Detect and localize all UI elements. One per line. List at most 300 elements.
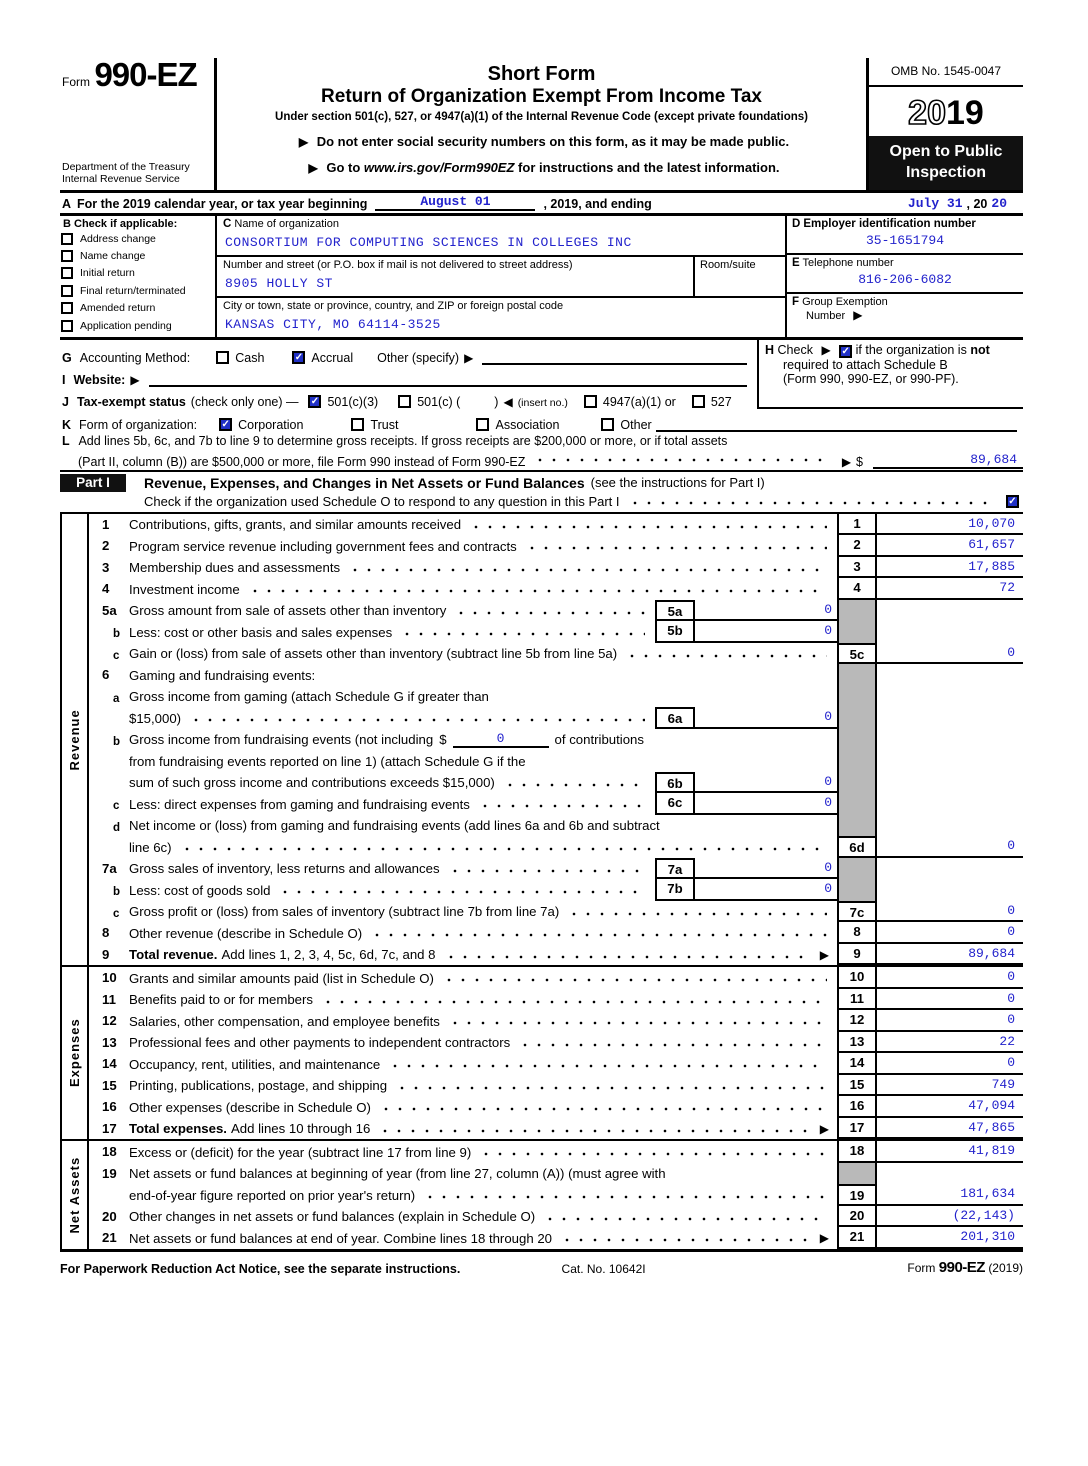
city-cell: [217, 298, 785, 337]
form-number: 990-EZ: [94, 56, 197, 93]
check-icon: ✓: [310, 395, 320, 407]
h-check-word: Check: [777, 342, 813, 357]
leader: [423, 1184, 827, 1206]
form-of-org-heading: Form of organization:: [79, 417, 198, 432]
label: Program service revenue including government fees and contracts: [129, 538, 517, 554]
block-d-label: D: [792, 217, 801, 230]
row-15: [89, 1075, 1023, 1097]
label: Less: cost or other basis and sales expenses: [129, 624, 393, 640]
line-g-label: G: [62, 350, 72, 365]
department-lines: [62, 161, 210, 188]
initial-return-checkbox[interactable]: [61, 267, 73, 279]
block-b-checkboxes: [60, 216, 217, 337]
codebox: 18: [837, 1141, 877, 1163]
shaded-cell: [837, 793, 877, 815]
row-1: [89, 514, 1023, 536]
leader: [278, 879, 645, 901]
net-assets-side-label: Net Assets: [62, 1141, 89, 1249]
num: 2: [102, 538, 110, 554]
leader: [478, 793, 645, 815]
other-specify-label: Other (specify): [377, 350, 460, 365]
num: 3: [102, 559, 110, 575]
num: a: [113, 692, 120, 705]
label: Membership dues and assessments: [129, 560, 341, 576]
footer-form-word: Form: [907, 1260, 936, 1275]
row-5b: [89, 621, 1023, 643]
amount[interactable]: 47,865: [877, 1118, 1023, 1140]
amount[interactable]: 749: [877, 1075, 1023, 1097]
checkbox-row-address-change: [60, 230, 215, 247]
shaded-cell: [837, 707, 877, 729]
amount[interactable]: 22: [877, 1032, 1023, 1054]
num: 8: [102, 925, 110, 941]
num: 1: [102, 516, 110, 532]
codebox: 20: [837, 1206, 877, 1228]
codebox: 16: [837, 1096, 877, 1118]
amount[interactable]: 0: [877, 989, 1023, 1011]
amount-empty: [877, 793, 1023, 815]
ein-heading: Employer identification number: [803, 217, 976, 230]
checkbox-row-initial-return: [60, 265, 215, 282]
label: end-of-year figure reported on prior year's return): [129, 1187, 416, 1203]
final-return-checkbox[interactable]: [61, 285, 73, 297]
codebox: 14: [837, 1053, 877, 1075]
amount[interactable]: 0: [877, 1053, 1023, 1075]
group-exemption-cell: [787, 294, 1023, 324]
num: d: [113, 821, 121, 834]
num: c: [113, 800, 120, 813]
label: Gain or (loss) from sale of assets other than inventory (subtract line 5b from line 5a): [129, 646, 618, 662]
row-2: [89, 535, 1023, 557]
city-input[interactable]: KANSAS CITY, MO 64114-3525: [225, 316, 441, 332]
amount[interactable]: 181,634: [877, 1184, 1023, 1206]
row-6c: [89, 793, 1023, 815]
part1-table: [60, 512, 1023, 1252]
row-6a-line1: [89, 686, 1023, 708]
row-8: [89, 922, 1023, 944]
note-goto-pre: Go to: [326, 160, 361, 175]
contrib-amount-input[interactable]: 0: [453, 731, 549, 748]
label: Less: cost of goods sold: [129, 882, 271, 898]
num: 14: [102, 1056, 117, 1072]
status-4947-checkbox[interactable]: [584, 395, 597, 408]
line-l-text1-row: [60, 432, 1023, 448]
status-4947-label: 4947(a)(1) or: [602, 394, 676, 409]
row-6b-line2: [89, 750, 1023, 772]
row-7b: [89, 879, 1023, 901]
org-name-heading: [223, 218, 779, 230]
note-goto-post: for instructions and the latest information.: [518, 160, 780, 175]
label: Salaries, other compensation, and employee benefits: [129, 1013, 440, 1029]
amount[interactable]: 0: [877, 922, 1023, 944]
arrow-right-icon: ▶: [819, 1231, 829, 1246]
expenses-section: [62, 965, 1023, 1139]
leader: [567, 901, 827, 923]
checkbox-row-application-pending: [60, 317, 215, 334]
num: 17: [102, 1120, 117, 1136]
num: 5a: [102, 602, 117, 618]
amount[interactable]: 0: [695, 772, 837, 794]
amount[interactable]: 0: [877, 967, 1023, 989]
form-word: Form: [62, 75, 90, 89]
label: Gaming and fundraising events:: [129, 667, 316, 683]
amount[interactable]: 72: [877, 578, 1023, 600]
form-number-block: [60, 58, 217, 190]
part1-title-note: (see the instructions for Part I): [590, 475, 765, 491]
line-i-label: I: [62, 372, 66, 387]
arrow-right-icon: ▶: [853, 307, 863, 322]
row-19-line1: [89, 1163, 1023, 1185]
cash-checkbox[interactable]: [216, 351, 229, 364]
label: Benefits paid to or for members: [129, 992, 313, 1008]
association-checkbox[interactable]: [476, 418, 489, 431]
part1-tag: Part I: [60, 474, 126, 492]
label-post: of contributions: [554, 732, 644, 748]
footer-form-number: 990-EZ: [938, 1258, 985, 1276]
num: [89, 707, 129, 729]
name-change-label: Name change: [80, 250, 146, 263]
codebox: 5b: [655, 621, 695, 643]
num: [89, 836, 129, 858]
amount[interactable]: 47,094: [877, 1096, 1023, 1118]
application-pending-label: Application pending: [80, 319, 172, 332]
block-c-organization: [217, 216, 785, 337]
row-9-total-revenue: [89, 944, 1023, 966]
org-name-input[interactable]: CONSORTIUM FOR COMPUTING SCIENCES IN COLLEGES INC: [225, 234, 632, 250]
phone-input[interactable]: 816-206-6082: [858, 271, 952, 287]
revenue-rows: [89, 514, 1023, 966]
row-20: [89, 1206, 1023, 1228]
arrow-right-icon: ▶: [821, 342, 831, 357]
amount[interactable]: 0: [695, 879, 837, 901]
dollar-sign: $: [439, 732, 447, 748]
row-10: [89, 967, 1023, 989]
block-g-to-l: [60, 340, 1023, 472]
label: Gross profit or (loss) from sales of inventory (subtract line 7b from line 7a): [129, 904, 560, 920]
status-527-checkbox[interactable]: [692, 395, 705, 408]
website-input[interactable]: [149, 371, 747, 387]
leader: [444, 944, 808, 966]
note-ssn-text: Do not enter social security numbers on this form, as it may be made public.: [316, 134, 790, 149]
status-501c3-label: 501(c)(3): [327, 394, 379, 409]
line-l-text1: Add lines 5b, 6c, and 7b to line 9 to determine gross receipts. If gross receipts are $200,000 or more, or if total assets: [78, 433, 728, 448]
year-outline: 20: [908, 94, 946, 132]
address-change-label: Address change: [80, 232, 156, 245]
num: c: [113, 649, 120, 662]
row-6d-line2: [89, 836, 1023, 858]
arrow-right-icon: ▶: [819, 947, 829, 962]
arrow-right-icon: ▶: [841, 454, 852, 469]
line-j-tax-exempt-status: [62, 387, 751, 409]
group-exemption-number-label: Number: [806, 309, 846, 322]
label: Add lines 1, 2, 3, 4, 5c, 6d, 7c, and 8: [221, 947, 436, 963]
corporation-label: Corporation: [238, 417, 304, 432]
block-c-label: C: [223, 217, 232, 230]
amended-return-checkbox[interactable]: [61, 302, 73, 314]
amount[interactable]: 0: [695, 707, 837, 729]
check-icon: ✓: [841, 345, 850, 357]
label: Less: direct expenses from gaming and fundraising events: [129, 796, 470, 812]
line-l-label: L: [62, 433, 70, 448]
num: [89, 772, 129, 794]
num: b: [113, 886, 121, 899]
leader: [348, 557, 827, 579]
note-ssn: [227, 134, 856, 149]
amount[interactable]: 201,310: [877, 1227, 1023, 1249]
codebox: 19: [837, 1184, 877, 1206]
num: b: [113, 735, 121, 748]
tax-year-end-input[interactable]: July 31: [907, 195, 963, 211]
dept-line-1: Department of the Treasury: [62, 160, 190, 173]
org-name-cell: [217, 216, 785, 257]
line-a-label: A: [62, 196, 72, 211]
paperwork-notice: For Paperwork Reduction Act Notice, see the separate instructions.: [60, 1261, 461, 1276]
label: Investment income: [129, 581, 240, 597]
application-pending-checkbox[interactable]: [61, 320, 73, 332]
amount-empty: [877, 879, 1023, 901]
leader: [379, 1096, 827, 1118]
amount[interactable]: 41,819: [877, 1141, 1023, 1163]
amount[interactable]: 89,684: [877, 944, 1023, 966]
accrual-checkbox[interactable]: [292, 351, 305, 364]
codebox: 13: [837, 1032, 877, 1054]
row-3: [89, 557, 1023, 579]
corporation-checkbox[interactable]: [219, 418, 232, 431]
amount[interactable]: 0: [695, 621, 837, 643]
label: Gross income from fundraising events (not including: [129, 732, 434, 748]
shaded-cell: [837, 729, 877, 751]
label: Net assets or fund balances at beginning of year (from line 27, column (A)) (must agree with: [129, 1166, 666, 1182]
codebox: 5a: [655, 600, 695, 622]
website-heading: Website:: [73, 372, 126, 387]
amended-return-label: Amended return: [80, 302, 156, 315]
arrow-left-icon: ◀: [503, 394, 513, 409]
status-501c-label: 501(c) (: [417, 394, 461, 409]
line-h-label: H: [765, 342, 775, 357]
block-b-heading-text: Check if applicable:: [74, 217, 178, 230]
row-4: [89, 578, 1023, 600]
line-l-text2: (Part II, column (B)) are $500,000 or more, file Form 990 instead of Form 990-EZ: [78, 454, 526, 469]
row-17-total-expenses: [89, 1118, 1023, 1140]
row-18: [89, 1141, 1023, 1163]
row-14: [89, 1053, 1023, 1075]
gross-receipts-input[interactable]: 89,684: [873, 452, 1023, 469]
room-suite-heading: Room/suite: [700, 258, 756, 271]
label: Add lines 10 through 16: [230, 1121, 371, 1137]
note-goto: [227, 160, 856, 175]
status-501c-close: ): [494, 394, 499, 409]
leader: [543, 1206, 827, 1228]
tax-year-begin-input[interactable]: August 01: [375, 194, 535, 211]
year-bold: 19: [946, 94, 984, 132]
num: [89, 750, 129, 772]
shaded-cell: [837, 772, 877, 794]
codebox: 6a: [655, 707, 695, 729]
row-5c: [89, 643, 1023, 665]
street-input[interactable]: 8905 HOLLY ST: [225, 275, 333, 291]
leader: [448, 858, 645, 880]
leader: [321, 989, 827, 1011]
arrow-right-icon: ▶: [819, 1121, 829, 1136]
h-text-2: required to attach Schedule B: [783, 357, 948, 372]
num: 6: [102, 667, 110, 683]
part1-check-text: Check if the organization used Schedule O to respond to any question in this Part I: [144, 493, 620, 509]
line-a-text: For the 2019 calendar year, or tax year beginning: [77, 196, 368, 211]
line-a-tax-year: [60, 193, 1023, 216]
num: [89, 1184, 129, 1206]
row-7a: [89, 858, 1023, 880]
codebox: 5c: [837, 643, 877, 665]
open-line-2: Inspection: [905, 164, 986, 182]
block-b-heading: [60, 218, 215, 230]
amount[interactable]: 17,885: [877, 557, 1023, 579]
ein-input[interactable]: 35-1651794: [865, 232, 944, 248]
amount[interactable]: 0: [877, 643, 1023, 665]
trust-checkbox[interactable]: [351, 418, 364, 431]
codebox: 6d: [837, 836, 877, 858]
label: Gross amount from sale of assets other than inventory: [129, 603, 447, 619]
other-org-input[interactable]: [656, 416, 1017, 432]
num: 18: [102, 1144, 117, 1160]
codebox: 1: [837, 514, 877, 536]
omb-year-block: [866, 58, 1023, 190]
leader: [395, 1075, 827, 1097]
arrow-right-icon: ▶: [464, 350, 474, 365]
tax-year-end-yy-input[interactable]: 20: [991, 195, 1007, 211]
cash-label: Cash: [235, 350, 265, 365]
title-subtitle: Under section 501(c), 527, or 4947(a)(1) of the Internal Revenue Code (except private foundations): [275, 111, 808, 123]
form-number-line: [62, 56, 210, 93]
ein-cell: [787, 216, 1023, 255]
h-text-not: not: [970, 342, 990, 357]
schedule-b-checkbox[interactable]: [839, 345, 852, 358]
num: c: [113, 907, 120, 920]
shaded-cell: [837, 879, 877, 901]
shaded-cell: [837, 750, 877, 772]
amount-empty: [877, 750, 1023, 772]
leader: [400, 621, 645, 643]
form-header: [60, 58, 1023, 193]
line-h-schedule-b: [757, 340, 1023, 409]
shaded-cell: [837, 1163, 877, 1185]
num: b: [113, 628, 121, 641]
label: Contributions, gifts, grants, and similar amounts received: [129, 517, 462, 533]
shaded-cell: [837, 600, 877, 622]
amount[interactable]: 61,657: [877, 535, 1023, 557]
label: Other changes in net assets or fund balances (explain in Schedule O): [129, 1209, 536, 1225]
shaded-cell: [837, 858, 877, 880]
leader: [454, 600, 645, 622]
label: sum of such gross income and contributions exceeds $15,000): [129, 775, 495, 791]
codebox: 10: [837, 967, 877, 989]
amount-empty: [877, 729, 1023, 751]
part1-check-row: [144, 494, 1023, 509]
label-bold: Total revenue.: [129, 947, 218, 963]
amount[interactable]: 0: [877, 836, 1023, 858]
codebox: 11: [837, 989, 877, 1011]
amount[interactable]: 0: [877, 901, 1023, 923]
entity-block: [60, 216, 1023, 340]
codebox: 2: [837, 535, 877, 557]
amount-empty: [877, 815, 1023, 837]
num: 7a: [102, 860, 117, 876]
status-501c3-checkbox[interactable]: [308, 395, 321, 408]
amount[interactable]: 0: [877, 1010, 1023, 1032]
phone-cell: [787, 255, 1023, 294]
line-l-text2-row: [60, 448, 1023, 470]
amount-empty: [877, 621, 1023, 643]
name-change-checkbox[interactable]: [61, 250, 73, 262]
amount[interactable]: 0: [695, 600, 837, 622]
amount[interactable]: 0: [695, 858, 837, 880]
city-heading: City or town, state or province, country, and ZIP or foreign postal code: [223, 299, 564, 312]
amount[interactable]: (22,143): [877, 1206, 1023, 1228]
footer-form-id: [907, 1259, 1023, 1276]
line-j-label: J: [62, 394, 69, 409]
shaded-cell: [837, 815, 877, 837]
block-f-label: F: [792, 295, 800, 308]
room-suite-cell[interactable]: [693, 257, 785, 296]
num: 19: [102, 1165, 117, 1181]
num: 15: [102, 1077, 117, 1093]
block-b-label: B: [63, 217, 71, 230]
title-short-form: Short Form: [487, 63, 596, 85]
status-501c-checkbox[interactable]: [398, 395, 411, 408]
insert-no-note: (insert no.): [517, 396, 568, 409]
line-a-year-pre: , 20: [966, 196, 988, 211]
leader: [503, 772, 645, 794]
amount[interactable]: 10,070: [877, 514, 1023, 536]
part1-header: [60, 472, 1023, 509]
final-return-label: Final return/terminated: [80, 284, 186, 297]
amount[interactable]: 0: [695, 793, 837, 815]
initial-return-label: Initial return: [80, 267, 135, 280]
num: 4: [102, 581, 110, 597]
schedule-o-checkbox[interactable]: [1006, 495, 1019, 508]
shaded-cell: [837, 686, 877, 708]
block-def: [785, 216, 1023, 337]
num: 13: [102, 1034, 117, 1050]
num: 20: [102, 1208, 117, 1224]
h-text-3: (Form 990, 990-EZ, or 990-PF).: [783, 371, 959, 386]
leader: [469, 514, 827, 536]
codebox: 12: [837, 1010, 877, 1032]
num: 9: [102, 946, 110, 962]
label: from fundraising events reported on line 1) (attach Schedule G if the: [129, 753, 526, 769]
other-specify-input[interactable]: [482, 349, 747, 365]
num: 11: [102, 991, 116, 1007]
label: Net assets or fund balances at end of year. Combine lines 18 through 20: [129, 1230, 552, 1246]
tax-exempt-heading: Tax-exempt status: [76, 394, 186, 409]
label: Gross income from gaming (attach Schedule G if greater than: [129, 689, 489, 705]
h-text-1: if the organization is: [855, 342, 967, 357]
gl-left: [60, 340, 757, 409]
block-e-label: E: [792, 256, 800, 269]
tax-year: [869, 87, 1023, 136]
address-change-checkbox[interactable]: [61, 233, 73, 245]
label: Other expenses (describe in Schedule O): [129, 1099, 371, 1115]
other-org-checkbox[interactable]: [601, 418, 614, 431]
catalog-number: Cat. No. 10642I: [561, 1261, 646, 1276]
arrow-right-icon: ▶: [130, 372, 140, 387]
num: 16: [102, 1099, 117, 1115]
leader: [560, 1227, 808, 1249]
shaded-cell: [837, 621, 877, 643]
leader: [189, 707, 645, 729]
amount-empty: [877, 858, 1023, 880]
row-21: [89, 1227, 1023, 1249]
open-line-1: Open to Public: [889, 142, 1003, 160]
